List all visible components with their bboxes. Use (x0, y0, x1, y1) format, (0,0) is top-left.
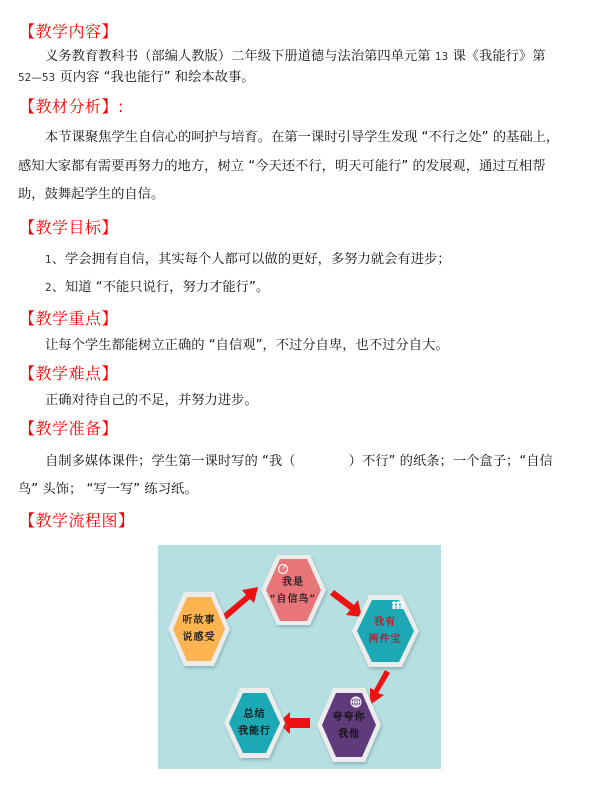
preparation-line-1: 自制多媒体课件；学生第一课时写的 “我（ ）不行” 的纸条；一个盒子；“自信 (45, 454, 553, 469)
goal-number: 1 (45, 254, 52, 266)
flow-step-1-label (172, 612, 226, 646)
analysis-line-3: 助，鼓舞起学生的自信。 (18, 187, 165, 202)
section-heading-goals: 【教学目标】 (19, 218, 119, 237)
step-label-line: 我他 (338, 729, 360, 740)
section-heading-flowchart: 【教学流程图】 (19, 511, 135, 530)
step-label-line: 两件宝 (368, 634, 402, 645)
analysis-line-2: 感知大家都有需要再努力的地方，树立 “今天还不行，明天可能行” 的发展观，通过互相帮 (18, 159, 546, 174)
section-heading-difficulties: 【教学难点】 (19, 364, 119, 383)
step-label-line: 夸夸你 (332, 712, 366, 723)
goal-item-1 (18, 252, 609, 268)
section-heading-analysis: 【教材分析】: (19, 97, 124, 116)
goal-text: 、知道 “不能只说行，努力才能行”。 (51, 280, 270, 295)
content-text: 课《我能行》第 (452, 49, 546, 64)
goal-number: 2 (45, 282, 52, 294)
preparation-line-2: 鸟” 头饰； “写一写” 练习纸。 (18, 482, 198, 497)
page-range: 52—53 (18, 72, 56, 84)
step-label-line: 说感受 (182, 632, 216, 643)
goal-text: 、学会拥有自信，其实每个人都可以做的更好，多努力就会有进步； (51, 252, 451, 267)
lesson-number: 13 (434, 51, 449, 63)
key-points-text: 让每个学生都能树立正确的 “自信观”，不过分自卑，也不过分自大。 (45, 338, 449, 353)
step-label-line: 我是 (282, 577, 304, 588)
globe-icon (351, 697, 361, 707)
section-heading-key-points: 【教学重点】 (19, 309, 119, 328)
content-text: 义务教育教科书（部编人教版）二年级下册道德与法治第四单元第 (45, 49, 431, 64)
teaching-flowchart-image (158, 545, 441, 769)
flow-step-3-label (356, 614, 414, 648)
analysis-line-1: 本节课聚焦学生自信心的呵护与培育。在第一课时引导学生发现 “不行之处” 的基础上， (45, 130, 560, 145)
people-icon (392, 601, 404, 609)
content-paragraph (18, 49, 609, 65)
content-paragraph-line2 (18, 70, 593, 86)
step-label-line: 听故事 (182, 615, 216, 626)
flow-step-4-label (321, 709, 377, 743)
difficulties-text: 正确对待自己的不足，并努力进步。 (45, 393, 258, 408)
step-label-line: 我有 (374, 617, 396, 628)
section-heading-preparation: 【教学准备】 (19, 419, 119, 438)
flow-step-5-label (228, 706, 281, 740)
step-label-line: “自信鸟” (269, 594, 317, 605)
step-label-line: 我能行 (238, 726, 271, 737)
goal-item-2 (18, 280, 609, 296)
section-heading-content: 【教学内容】 (19, 22, 119, 41)
flow-step-2-label (262, 574, 324, 608)
content-text: 页内容 “我也能行” 和绘本故事。 (59, 70, 255, 85)
step-label-line: 总结 (243, 709, 266, 720)
